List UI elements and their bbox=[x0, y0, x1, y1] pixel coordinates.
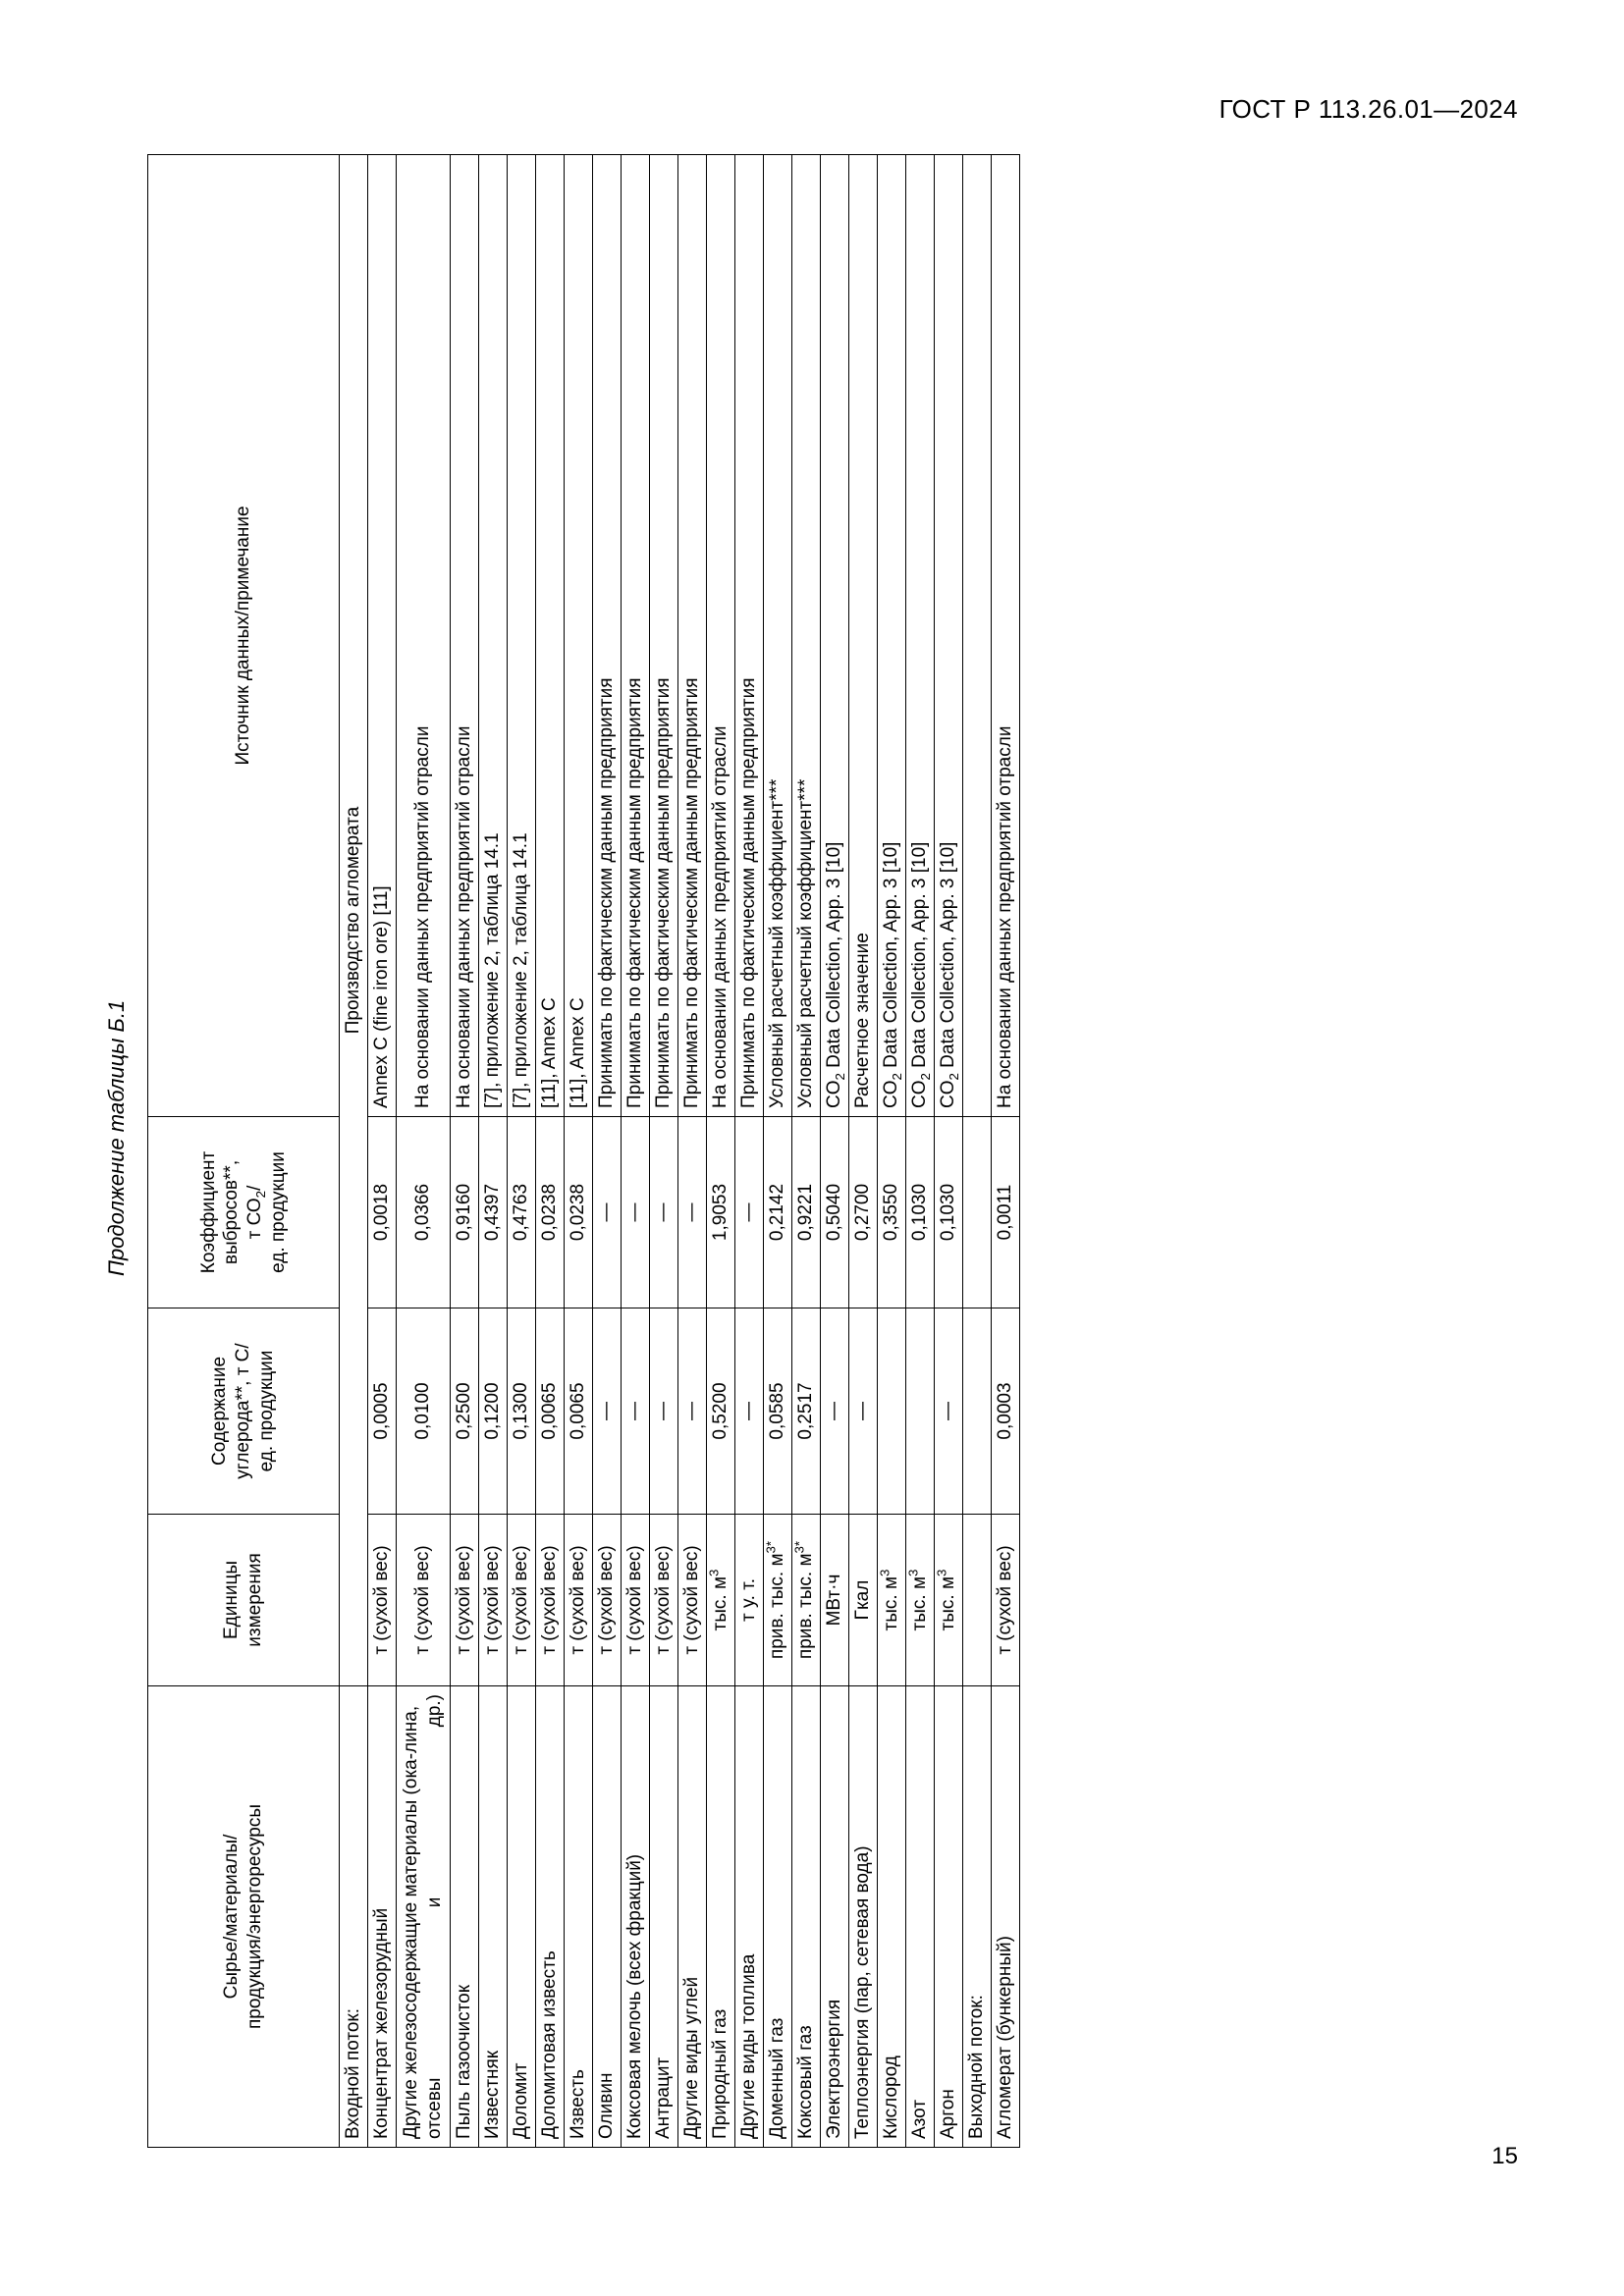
row-source: [7], приложение 2, таблица 14.1 bbox=[478, 155, 507, 1117]
column-header-source: Источник данных/примечание bbox=[148, 155, 340, 1117]
row-coefficient: 0,2700 bbox=[848, 1117, 877, 1308]
section-input-flow-label: Входной поток: bbox=[340, 1686, 368, 2148]
row-source: [7], приложение 2, таблица 14.1 bbox=[507, 155, 535, 1117]
row-source: [11], Annex C bbox=[564, 155, 592, 1117]
unit-exponent: 3 bbox=[706, 1569, 722, 1576]
row-unit: тыс. $м^3$ bbox=[934, 1515, 962, 1686]
row-unit: МВт·ч bbox=[820, 1515, 848, 1686]
row-source: Условный расчетный коэффициент*** bbox=[791, 155, 820, 1117]
column-header-units-line1: Единицы bbox=[221, 1560, 243, 1640]
co2-subscript: 2 bbox=[832, 1073, 847, 1081]
table-row bbox=[934, 155, 962, 2148]
row-coefficient: 0,0011 bbox=[991, 1117, 1019, 1308]
column-header-material bbox=[148, 1686, 340, 2148]
row-material-name: Доломит bbox=[507, 1686, 535, 2148]
row-coefficient: 0,0238 bbox=[535, 1117, 564, 1308]
row-coefficient: — bbox=[649, 1117, 677, 1308]
row-source: Принимать по фактическим данным предприятия bbox=[649, 155, 677, 1117]
row-carbon: 0,0100 bbox=[397, 1308, 451, 1515]
row-coefficient: 0,1030 bbox=[934, 1117, 962, 1308]
row-material-name: Азот bbox=[905, 1686, 934, 2148]
row-material-name: Оливин bbox=[592, 1686, 621, 2148]
section-production-title: Производство агломерата bbox=[340, 155, 368, 1686]
row-coefficient: — bbox=[592, 1117, 621, 1308]
row-material-name: Коксовый газ bbox=[791, 1686, 820, 2148]
row-material-name: Другие виды углей bbox=[677, 1686, 706, 2148]
row-carbon: 0,5200 bbox=[706, 1308, 734, 1515]
row-carbon: — bbox=[848, 1308, 877, 1515]
row-unit: т (сухой вес) bbox=[535, 1515, 564, 1686]
section-title-row bbox=[340, 155, 368, 2148]
row-unit: т (сухой вес) bbox=[991, 1515, 1019, 1686]
table-row bbox=[820, 155, 848, 2148]
column-header-carbon-line2: углерода**, т С/ bbox=[233, 1343, 254, 1479]
row-unit: т (сухой вес) bbox=[649, 1515, 677, 1686]
column-header-carbon-line1: Содержание bbox=[209, 1356, 231, 1467]
row-unit: т у. т. bbox=[734, 1515, 763, 1686]
standard-designation: ГОСТ Р 113.26.01—2024 bbox=[1218, 94, 1518, 124]
row-coefficient: — bbox=[621, 1117, 649, 1308]
table-row bbox=[564, 155, 592, 2148]
row-unit: т (сухой вес) bbox=[564, 1515, 592, 1686]
row-material-name: Теплоэнергия (пар, сетевая вода) bbox=[848, 1686, 877, 2148]
co2-subscript: 2 bbox=[889, 1073, 904, 1081]
row-source: $CO_2$ Data Collection, App. 3 [10] bbox=[934, 155, 962, 1117]
row-material-name: Кислород bbox=[877, 1686, 905, 2148]
row-carbon bbox=[905, 1308, 934, 1515]
row-source: Принимать по фактическим данным предприятия bbox=[677, 155, 706, 1117]
emissions-factors-table bbox=[147, 154, 1020, 2148]
row-source: На основании данных предприятий отрасли bbox=[450, 155, 478, 1117]
table-continuation-label: Продолжение таблицы Б.1 bbox=[104, 999, 129, 1276]
row-unit: прив. тыс. $м^{3*}$ bbox=[763, 1515, 791, 1686]
row-carbon: — bbox=[934, 1308, 962, 1515]
row-unit: т (сухой вес) bbox=[397, 1515, 451, 1686]
table-row bbox=[734, 155, 763, 2148]
row-source: На основании данных предприятий отрасли bbox=[397, 155, 451, 1117]
co2-subscript: 2 bbox=[946, 1073, 961, 1081]
section-output-row bbox=[962, 155, 991, 2148]
table-row bbox=[677, 155, 706, 2148]
row-unit: т (сухой вес) bbox=[592, 1515, 621, 1686]
row-unit: т (сухой вес) bbox=[450, 1515, 478, 1686]
row-coefficient: — bbox=[677, 1117, 706, 1308]
row-carbon: 0,0005 bbox=[368, 1308, 397, 1515]
spacer-cell-unit bbox=[962, 1515, 991, 1686]
row-material-name: Доломитовая известь bbox=[535, 1686, 564, 2148]
spacer-cell-coef bbox=[962, 1117, 991, 1308]
row-carbon: 0,0065 bbox=[535, 1308, 564, 1515]
row-material-name: Концентрат железорудный bbox=[368, 1686, 397, 2148]
row-material-name: Электроэнергия bbox=[820, 1686, 848, 2148]
row-coefficient: 1,9053 bbox=[706, 1117, 734, 1308]
table-row bbox=[592, 155, 621, 2148]
row-coefficient: 0,0366 bbox=[397, 1117, 451, 1308]
row-carbon bbox=[877, 1308, 905, 1515]
co2-subscript: 2 bbox=[252, 1190, 268, 1199]
column-header-carbon-line3: ед. продукции bbox=[255, 1350, 277, 1472]
row-unit: т (сухой вес) bbox=[507, 1515, 535, 1686]
table-row bbox=[535, 155, 564, 2148]
table-row bbox=[397, 155, 451, 2148]
row-material-name: Известь bbox=[564, 1686, 592, 2148]
section-output-flow-label: Выходной поток: bbox=[962, 1686, 991, 2148]
table-row bbox=[991, 155, 1019, 2148]
row-unit: прив. тыс. $м^{3*}$ bbox=[791, 1515, 820, 1686]
row-source: $CO_2$ Data Collection, App. 3 [10] bbox=[877, 155, 905, 1117]
unit-exponent: 3 bbox=[877, 1569, 893, 1576]
table-row bbox=[507, 155, 535, 2148]
row-unit: т (сухой вес) bbox=[478, 1515, 507, 1686]
row-carbon: — bbox=[734, 1308, 763, 1515]
rotated-table-area bbox=[147, 155, 1483, 2148]
row-carbon: — bbox=[649, 1308, 677, 1515]
row-material-name: Известняк bbox=[478, 1686, 507, 2148]
row-carbon: 0,0065 bbox=[564, 1308, 592, 1515]
row-carbon: 0,0585 bbox=[763, 1308, 791, 1515]
row-source: Условный расчетный коэффициент*** bbox=[763, 155, 791, 1117]
unit-exponent: 3 bbox=[905, 1569, 921, 1576]
row-unit: тыс. $м^3$ bbox=[706, 1515, 734, 1686]
table-row bbox=[877, 155, 905, 2148]
table-row bbox=[450, 155, 478, 2148]
column-header-units bbox=[148, 1515, 340, 1686]
row-coefficient: 0,0018 bbox=[368, 1117, 397, 1308]
table-row bbox=[848, 155, 877, 2148]
column-header-coef-line4: ед. продукции bbox=[267, 1151, 289, 1273]
row-coefficient: 0,3550 bbox=[877, 1117, 905, 1308]
column-header-coef-line1: Коэффициент bbox=[197, 1150, 219, 1274]
row-source: На основании данных предприятий отрасли bbox=[991, 155, 1019, 1117]
row-material-name: Аргон bbox=[934, 1686, 962, 2148]
row-coefficient: 0,2142 bbox=[763, 1117, 791, 1308]
row-material-name: Доменный газ bbox=[763, 1686, 791, 2148]
row-material-name: Пыль газоочисток bbox=[450, 1686, 478, 2148]
row-source: $CO_2$ Data Collection, App. 3 [10] bbox=[820, 155, 848, 1117]
row-carbon: — bbox=[820, 1308, 848, 1515]
row-source: Расчетное значение bbox=[848, 155, 877, 1117]
row-unit: тыс. $м^3$ bbox=[877, 1515, 905, 1686]
row-unit: Гкал bbox=[848, 1515, 877, 1686]
unit-exponent: 3* bbox=[763, 1540, 779, 1554]
row-coefficient: 0,4397 bbox=[478, 1117, 507, 1308]
table-row bbox=[905, 155, 934, 2148]
table-row bbox=[368, 155, 397, 2148]
row-unit: т (сухой вес) bbox=[368, 1515, 397, 1686]
row-coefficient: 0,9160 bbox=[450, 1117, 478, 1308]
row-coefficient: 0,0238 bbox=[564, 1117, 592, 1308]
row-material-name: Антрацит bbox=[649, 1686, 677, 2148]
row-coefficient: 0,5040 bbox=[820, 1117, 848, 1308]
table-row bbox=[478, 155, 507, 2148]
row-source: Принимать по фактическим данным предприятия bbox=[592, 155, 621, 1117]
row-material-name: Другие железосодержащие материалы (ока-лина, отсевы и др.) bbox=[397, 1686, 451, 2148]
column-header-units-line2: измерения bbox=[244, 1553, 265, 1647]
spacer-cell-carbon bbox=[962, 1308, 991, 1515]
column-header-emission-factor bbox=[148, 1117, 340, 1308]
table-row bbox=[621, 155, 649, 2148]
row-material-name: Агломерат (бункерный) bbox=[991, 1686, 1019, 2148]
row-carbon: — bbox=[621, 1308, 649, 1515]
row-carbon: — bbox=[592, 1308, 621, 1515]
row-coefficient: 0,4763 bbox=[507, 1117, 535, 1308]
table-row bbox=[763, 155, 791, 2148]
row-material-name: Коксовая мелочь (всех фракций) bbox=[621, 1686, 649, 2148]
row-source: Принимать по фактическим данным предприятия bbox=[734, 155, 763, 1117]
row-carbon: 0,2517 bbox=[791, 1308, 820, 1515]
row-source: На основании данных предприятий отрасли bbox=[706, 155, 734, 1117]
row-source: Принимать по фактическим данным предприятия bbox=[621, 155, 649, 1117]
column-header-coef-line2: выбросов**, bbox=[221, 1159, 243, 1265]
table-header-row bbox=[148, 155, 340, 2148]
row-coefficient: — bbox=[734, 1117, 763, 1308]
row-carbon: 0,1200 bbox=[478, 1308, 507, 1515]
table-body bbox=[340, 155, 1020, 2148]
row-source: [11], Annex C bbox=[535, 155, 564, 1117]
row-carbon: 0,0003 bbox=[991, 1308, 1019, 1515]
spacer-cell-source bbox=[962, 155, 991, 1117]
unit-exponent: 3 bbox=[934, 1569, 949, 1576]
unit-exponent: 3* bbox=[791, 1540, 807, 1554]
column-header-coef-line3: т $СО_2/$ bbox=[244, 1185, 268, 1240]
table-row bbox=[791, 155, 820, 2148]
column-header-carbon-content bbox=[148, 1308, 340, 1515]
row-carbon: 0,2500 bbox=[450, 1308, 478, 1515]
row-coefficient: 0,9221 bbox=[791, 1117, 820, 1308]
row-carbon: — bbox=[677, 1308, 706, 1515]
row-unit: тыс. $м^3$ bbox=[905, 1515, 934, 1686]
column-header-material-line1: Сырье/материалы/ bbox=[221, 1834, 243, 2000]
row-carbon: 0,1300 bbox=[507, 1308, 535, 1515]
row-material-name: Природный газ bbox=[706, 1686, 734, 2148]
row-source: Annex C (fine iron ore) [11] bbox=[368, 155, 397, 1117]
row-unit: т (сухой вес) bbox=[677, 1515, 706, 1686]
row-source: $CO_2$ Data Collection, App. 3 [10] bbox=[905, 155, 934, 1117]
column-header-material-line2: продукция/энергоресурсы bbox=[244, 1804, 265, 2030]
table-row bbox=[706, 155, 734, 2148]
page-number: 15 bbox=[1491, 2143, 1518, 2169]
row-material-name: Другие виды топлива bbox=[734, 1686, 763, 2148]
table-row bbox=[649, 155, 677, 2148]
row-coefficient: 0,1030 bbox=[905, 1117, 934, 1308]
co2-subscript: 2 bbox=[917, 1073, 933, 1081]
row-unit: т (сухой вес) bbox=[621, 1515, 649, 1686]
